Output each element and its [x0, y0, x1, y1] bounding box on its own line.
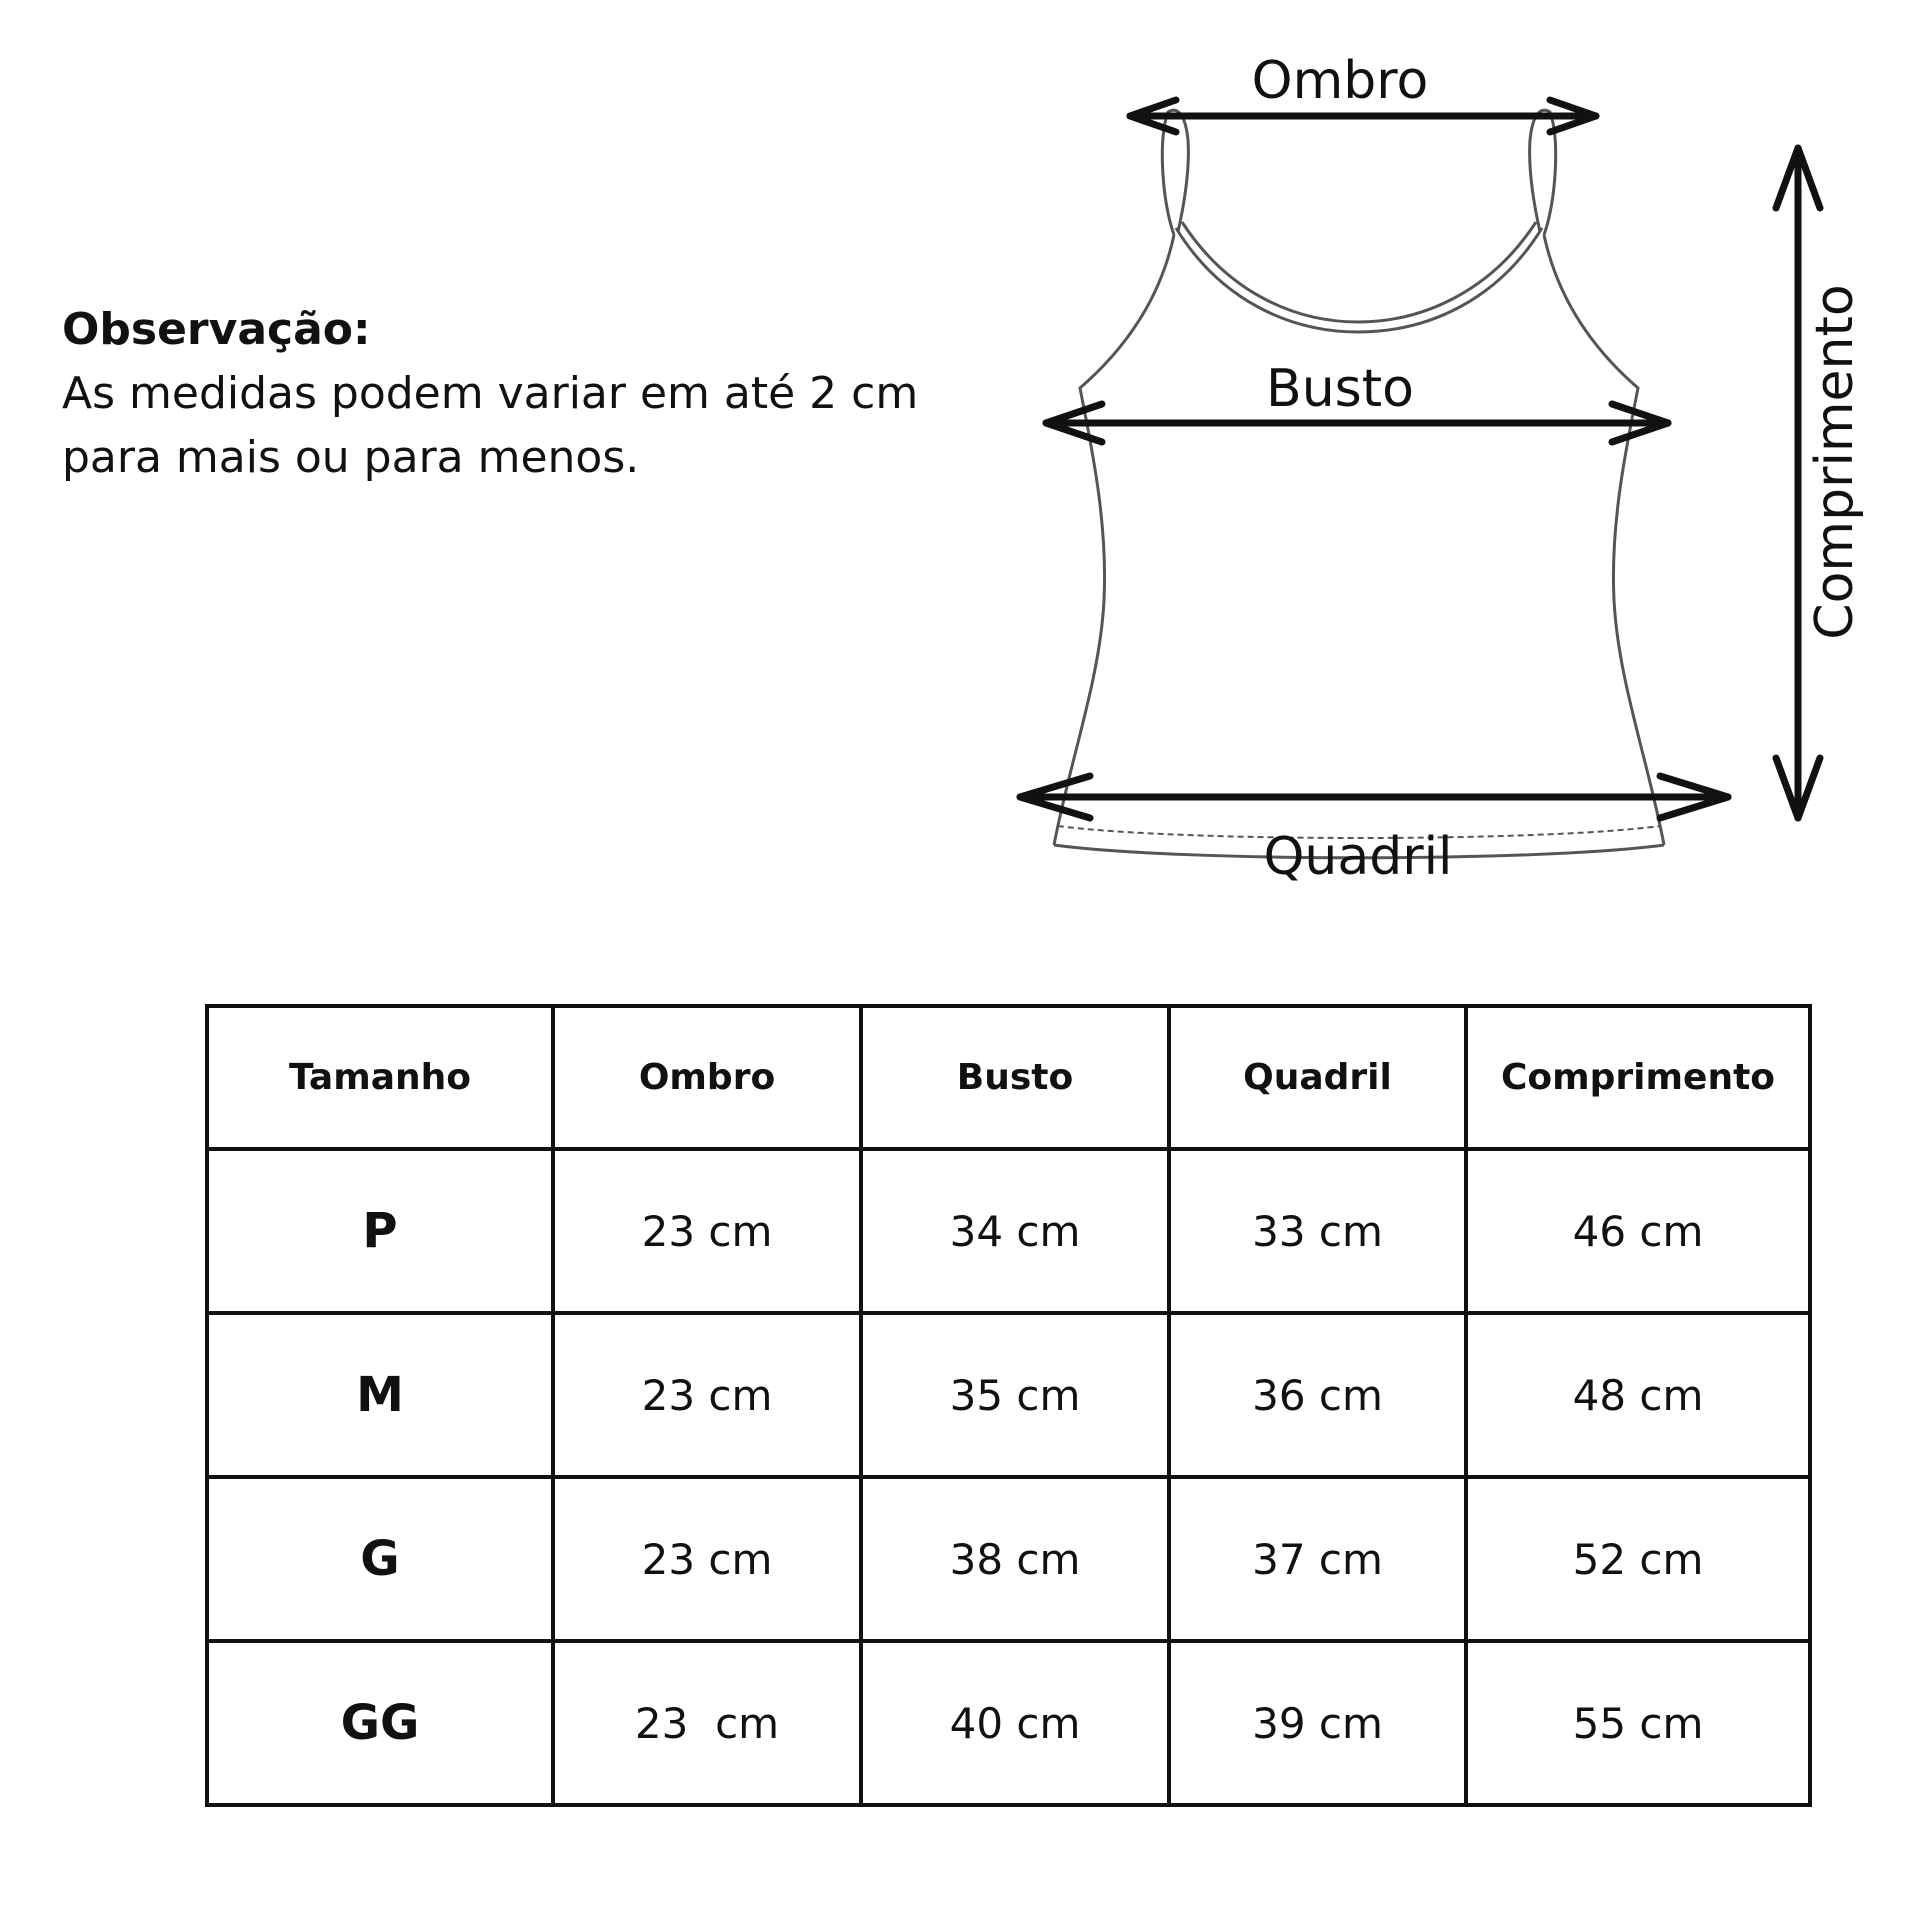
- table-row: [207, 1641, 1810, 1805]
- header-tamanho: Tamanho: [207, 1006, 553, 1149]
- comprimento-cell: 52 cm: [1466, 1477, 1810, 1641]
- quadril-cell: 33 cm: [1169, 1149, 1466, 1313]
- table-row: [207, 1313, 1810, 1477]
- busto-cell: 35 cm: [861, 1313, 1169, 1477]
- table-header-row: [207, 1006, 1810, 1149]
- header-quadril: Quadril: [1169, 1006, 1466, 1149]
- measurement-arrows: [1020, 100, 1820, 818]
- left-side: [1054, 235, 1174, 845]
- size-cell: GG: [207, 1641, 553, 1805]
- header-comprimento: Comprimento: [1466, 1006, 1810, 1149]
- header-ombro: Ombro: [553, 1006, 861, 1149]
- comprimento-cell: 46 cm: [1466, 1149, 1810, 1313]
- right-side: [1544, 235, 1664, 845]
- note-line-1: As medidas podem variar em até 2 cm: [62, 368, 919, 419]
- note-title: Observação:: [62, 304, 371, 355]
- comprimento-cell: 48 cm: [1466, 1313, 1810, 1477]
- shoulder-label: Ombro: [1251, 51, 1429, 111]
- hip-label: Quadril: [1263, 827, 1453, 887]
- size-cell: P: [207, 1149, 553, 1313]
- garment-diagram: [0, 0, 1920, 900]
- size-table: [205, 1004, 1812, 1807]
- neckline: [1176, 228, 1542, 332]
- quadril-cell: 39 cm: [1169, 1641, 1466, 1805]
- busto-cell: 38 cm: [861, 1477, 1169, 1641]
- bust-label: Busto: [1266, 359, 1414, 419]
- ombro-cell: 23 cm: [553, 1477, 861, 1641]
- ombro-cell: 23 cm: [553, 1149, 861, 1313]
- busto-cell: 40 cm: [861, 1641, 1169, 1805]
- header-busto: Busto: [861, 1006, 1169, 1149]
- size-cell: G: [207, 1477, 553, 1641]
- comprimento-cell: 55 cm: [1466, 1641, 1810, 1805]
- table-row: [207, 1477, 1810, 1641]
- quadril-cell: 36 cm: [1169, 1313, 1466, 1477]
- neckline-inner: [1182, 222, 1536, 322]
- quadril-cell: 37 cm: [1169, 1477, 1466, 1641]
- ombro-cell: 23 cm: [553, 1313, 861, 1477]
- tank-top-outline: [1054, 110, 1664, 857]
- table-row: [207, 1149, 1810, 1313]
- note-line-2: para mais ou para menos.: [62, 432, 640, 483]
- ombro-cell: 23 cm: [553, 1641, 861, 1805]
- busto-cell: 34 cm: [861, 1149, 1169, 1313]
- length-label: Comprimento: [1805, 284, 1865, 640]
- size-cell: M: [207, 1313, 553, 1477]
